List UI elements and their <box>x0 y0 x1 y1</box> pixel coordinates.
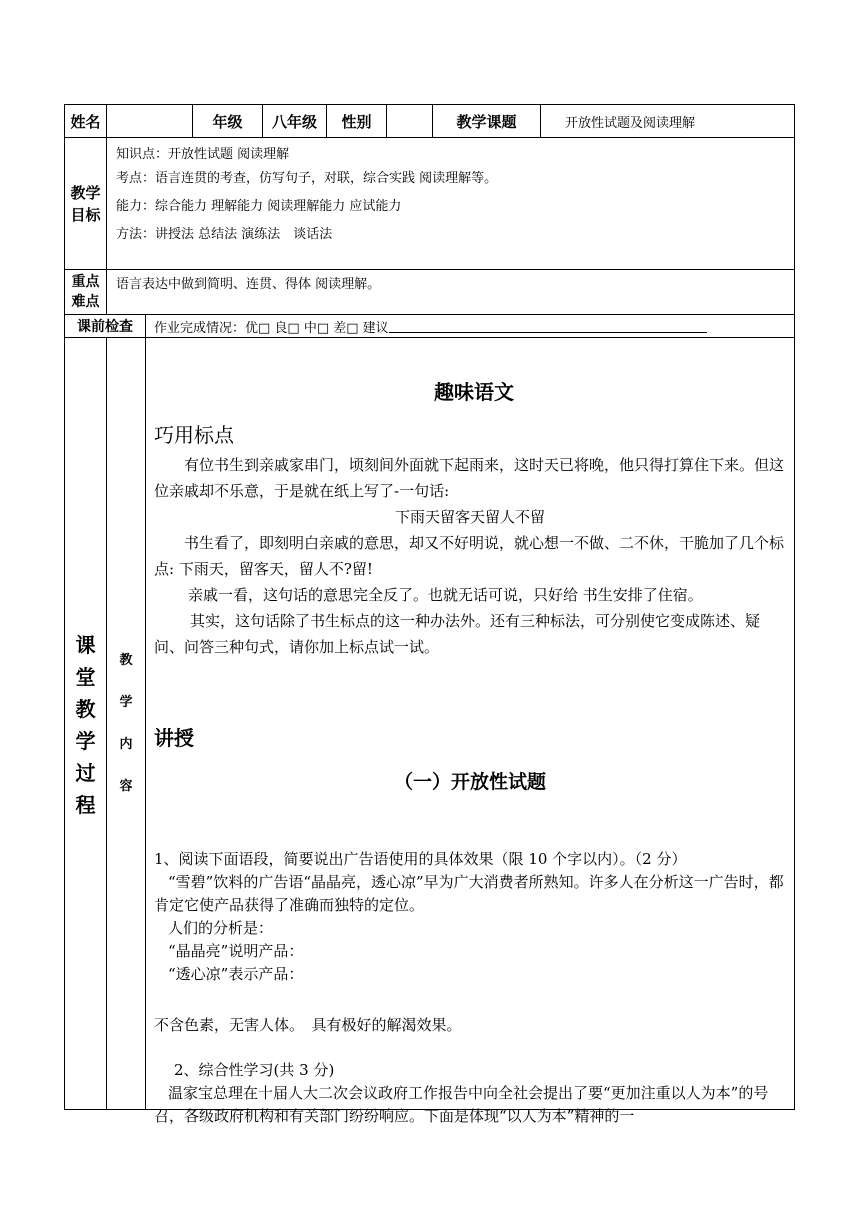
precheck-content <box>145 315 794 337</box>
story-sentence: 下雨天留客天留人不留 <box>394 508 545 526</box>
story-paragraph: 亲戚一看，这句话的意思完全反了。也就无话可说，只好给 书生安排了住宿。 <box>188 586 703 604</box>
key-points-text: 语言表达中做到简明、连贯、得体 阅读理解。 <box>106 270 794 314</box>
process-char: 课 <box>75 632 96 657</box>
lesson-plan-table <box>64 104 795 1125</box>
process-label <box>65 338 106 1109</box>
gender-label: 性别 <box>326 105 386 137</box>
key-points-label-line2: 难点 <box>71 294 100 310</box>
story-paragraph: 书生看了，即刻明白亲戚的意思，却又不好明说，就心想一不做、二不休，干脆加了几个标点: 下雨天，留客天，留人不?留! <box>154 534 785 578</box>
topic-value: 开放性试题及阅读理解 <box>540 105 794 137</box>
question-1-line: 人们的分析是： <box>168 919 274 937</box>
precheck-row <box>65 315 794 338</box>
precheck-text: 作业完成情况：优□ 良□ 中□ 差□ 建议 <box>154 320 389 336</box>
question-2-body: 温家宝总理在十届人大二次会议政府工作报告中向全社会提出了要“更加注重以人为本”的号召，各级政府机构和有关部门纷纷响应。下面是体现“以人为本”精神的一 <box>154 1084 769 1125</box>
goals-line: 能力：综合能力 理解能力 阅读理解能力 应试能力 <box>116 199 402 214</box>
grade-label: 年级 <box>192 105 262 137</box>
goals-content <box>106 138 794 269</box>
goals-label <box>65 138 106 269</box>
question-1-line: “透心凉”表示产品： <box>168 965 304 983</box>
process-char: 程 <box>75 792 96 817</box>
grade-value: 八年级 <box>262 105 326 137</box>
sub-label-char: 内 <box>119 736 133 752</box>
goals-label-line1: 教学 <box>70 183 101 202</box>
fun-chinese-title: 趣味语文 <box>434 380 514 404</box>
header-row <box>65 105 794 138</box>
suggestion-blank <box>389 320 707 333</box>
goals-row <box>65 138 794 270</box>
process-char: 堂 <box>75 664 96 689</box>
question-2-title: 2、综合性学习(共 3 分) <box>174 1061 335 1079</box>
gender-value <box>386 105 432 137</box>
process-char: 教 <box>75 696 96 721</box>
question-1-title: 1、阅读下面语段，简要说出广告语使用的具体效果（限 10 个字以内）。（2 分） <box>154 850 687 868</box>
content-sub-label <box>106 338 145 1109</box>
topic-label: 教学课题 <box>432 105 540 137</box>
question-1-body: “雪碧”饮料的广告语“晶晶亮，透心凉”早为广大消费者所熟知。许多人在分析这一广告时，都肯定它使产品获得了准确而独特的定位。 <box>154 873 784 914</box>
question-1-line: “晶晶亮”说明产品： <box>168 942 304 960</box>
name-value <box>106 105 192 137</box>
process-row <box>65 338 794 1125</box>
goals-line: 知识点：开放性试题 阅读理解 <box>116 147 290 162</box>
name-label: 姓名 <box>70 112 101 131</box>
process-char: 过 <box>75 760 96 785</box>
sub-label-char: 学 <box>119 694 133 710</box>
goals-line: 考点：语言连贯的考查，仿写句子，对联，综合实践 阅读理解等。 <box>116 171 498 186</box>
precheck-label: 课前检查 <box>77 319 133 335</box>
goals-line: 方法：讲授法 总结法 演练法 谈话法 <box>116 227 333 242</box>
key-points-label <box>65 270 106 314</box>
lecture-title: 讲授 <box>154 726 194 750</box>
lesson-content <box>145 338 794 1125</box>
story-paragraph: 其实，这句话除了书生标点的这一种办法外。还有三种标法，可分别使它变成陈述、疑问、问答三种句式，请你加上标点试一试。 <box>154 612 761 656</box>
process-char: 学 <box>75 728 96 753</box>
sub-label-char: 教 <box>119 652 133 668</box>
punctuation-title: 巧用标点 <box>154 423 234 447</box>
goals-label-line2: 目标 <box>70 205 101 224</box>
story-paragraph: 有位书生到亲戚家串门，顷刻间外面就下起雨来，这时天已将晚，他只得打算住下来。但这位亲戚却不乐意，于是就在纸上写了-一句话: <box>154 456 785 500</box>
key-points-label-line1: 重点 <box>71 274 100 290</box>
question-1-answer: 不含色素，无害人体。 具有极好的解渴效果。 <box>154 1016 462 1034</box>
section-title: （一）开放性试题 <box>393 771 546 793</box>
key-points-row <box>65 270 794 315</box>
sub-label-char: 容 <box>119 778 133 794</box>
